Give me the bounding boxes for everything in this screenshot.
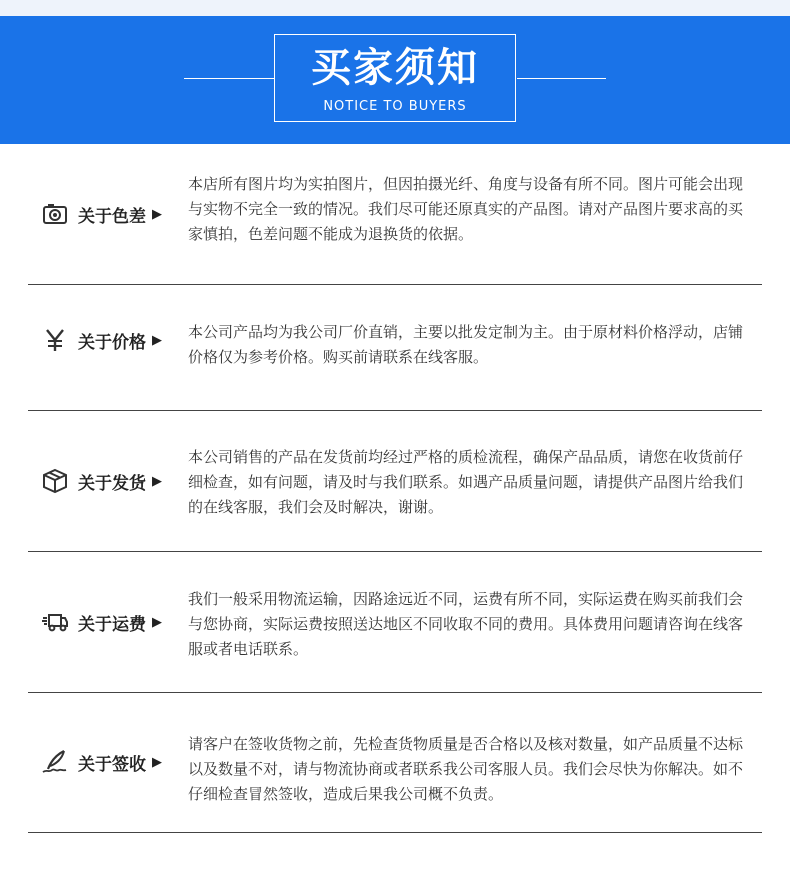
- page-subtitle: NOTICE TO BUYERS: [323, 99, 467, 114]
- section-label: [42, 270, 162, 410]
- notice-section-freight: [28, 552, 762, 693]
- section-title: 关于发货: [78, 473, 146, 494]
- top-strip: [0, 0, 790, 16]
- title-box: [274, 34, 516, 122]
- section-text: 请客户在签收货物之前，先检查货物质量是否合格以及核对数量，如产品质量不达标以及数量不对，请与物流协商或者联系我公司客服人员。我们会尽快为你解决。如不仔细检查冒然签收，造成后果我公司概不负责。: [188, 735, 744, 803]
- section-title: 关于签收: [78, 754, 146, 775]
- play-arrow-icon: ▶: [152, 332, 162, 348]
- page-title: 买家须知: [311, 45, 479, 91]
- section-text: 本店所有图片均为实拍图片，但因拍摄光纤、角度与设备有所不同。图片可能会出现与实物不完全一致的情况。我们尽可能还原真实的产品图。请对产品图片要求高的买家慎拍，色差问题不能成为退换货的依据。: [188, 175, 744, 243]
- section-title: 关于价格: [78, 332, 146, 353]
- play-arrow-icon: ▶: [152, 754, 162, 770]
- notice-section-shipping: [28, 411, 762, 552]
- truck-icon: [42, 609, 68, 635]
- camera-icon: [42, 201, 68, 227]
- header-banner: [0, 16, 790, 144]
- section-text: 本公司产品均为我公司厂价直销，主要以批发定制为主。由于原材料价格浮动，店铺价格仅为参考价格。购买前请联系在线客服。: [188, 323, 744, 366]
- header-left-line: [184, 78, 274, 79]
- section-text: 本公司销售的产品在发货前均经过严格的质检流程，确保产品品质，请您在收货前仔细检查，如有问题，请及时与我们联系。如遇产品质量问题，请提供产品图片给我们的在线客服，我们会及时解决，谢谢。: [188, 448, 744, 516]
- section-title: 关于色差: [78, 206, 146, 227]
- signature-icon: [42, 749, 68, 775]
- yen-icon: [42, 327, 68, 353]
- notice-section-color: [28, 144, 762, 285]
- section-label: [42, 552, 162, 692]
- section-title: 关于运费: [78, 614, 146, 635]
- section-label: [42, 144, 162, 284]
- play-arrow-icon: ▶: [152, 206, 162, 222]
- section-text: 我们一般采用物流运输，因路途远近不同，运费有所不同，实际运费在购买前我们会与您协商，实际运费按照送达地区不同收取不同的费用。具体费用问题请咨询在线客服或者电话联系。: [188, 590, 744, 658]
- notice-section-sign: [28, 692, 762, 833]
- section-label: [42, 411, 162, 551]
- play-arrow-icon: ▶: [152, 473, 162, 489]
- package-icon: [42, 468, 68, 494]
- play-arrow-icon: ▶: [152, 614, 162, 630]
- section-label: [42, 692, 162, 832]
- header-right-line: [517, 78, 606, 79]
- notice-section-price: [28, 270, 762, 411]
